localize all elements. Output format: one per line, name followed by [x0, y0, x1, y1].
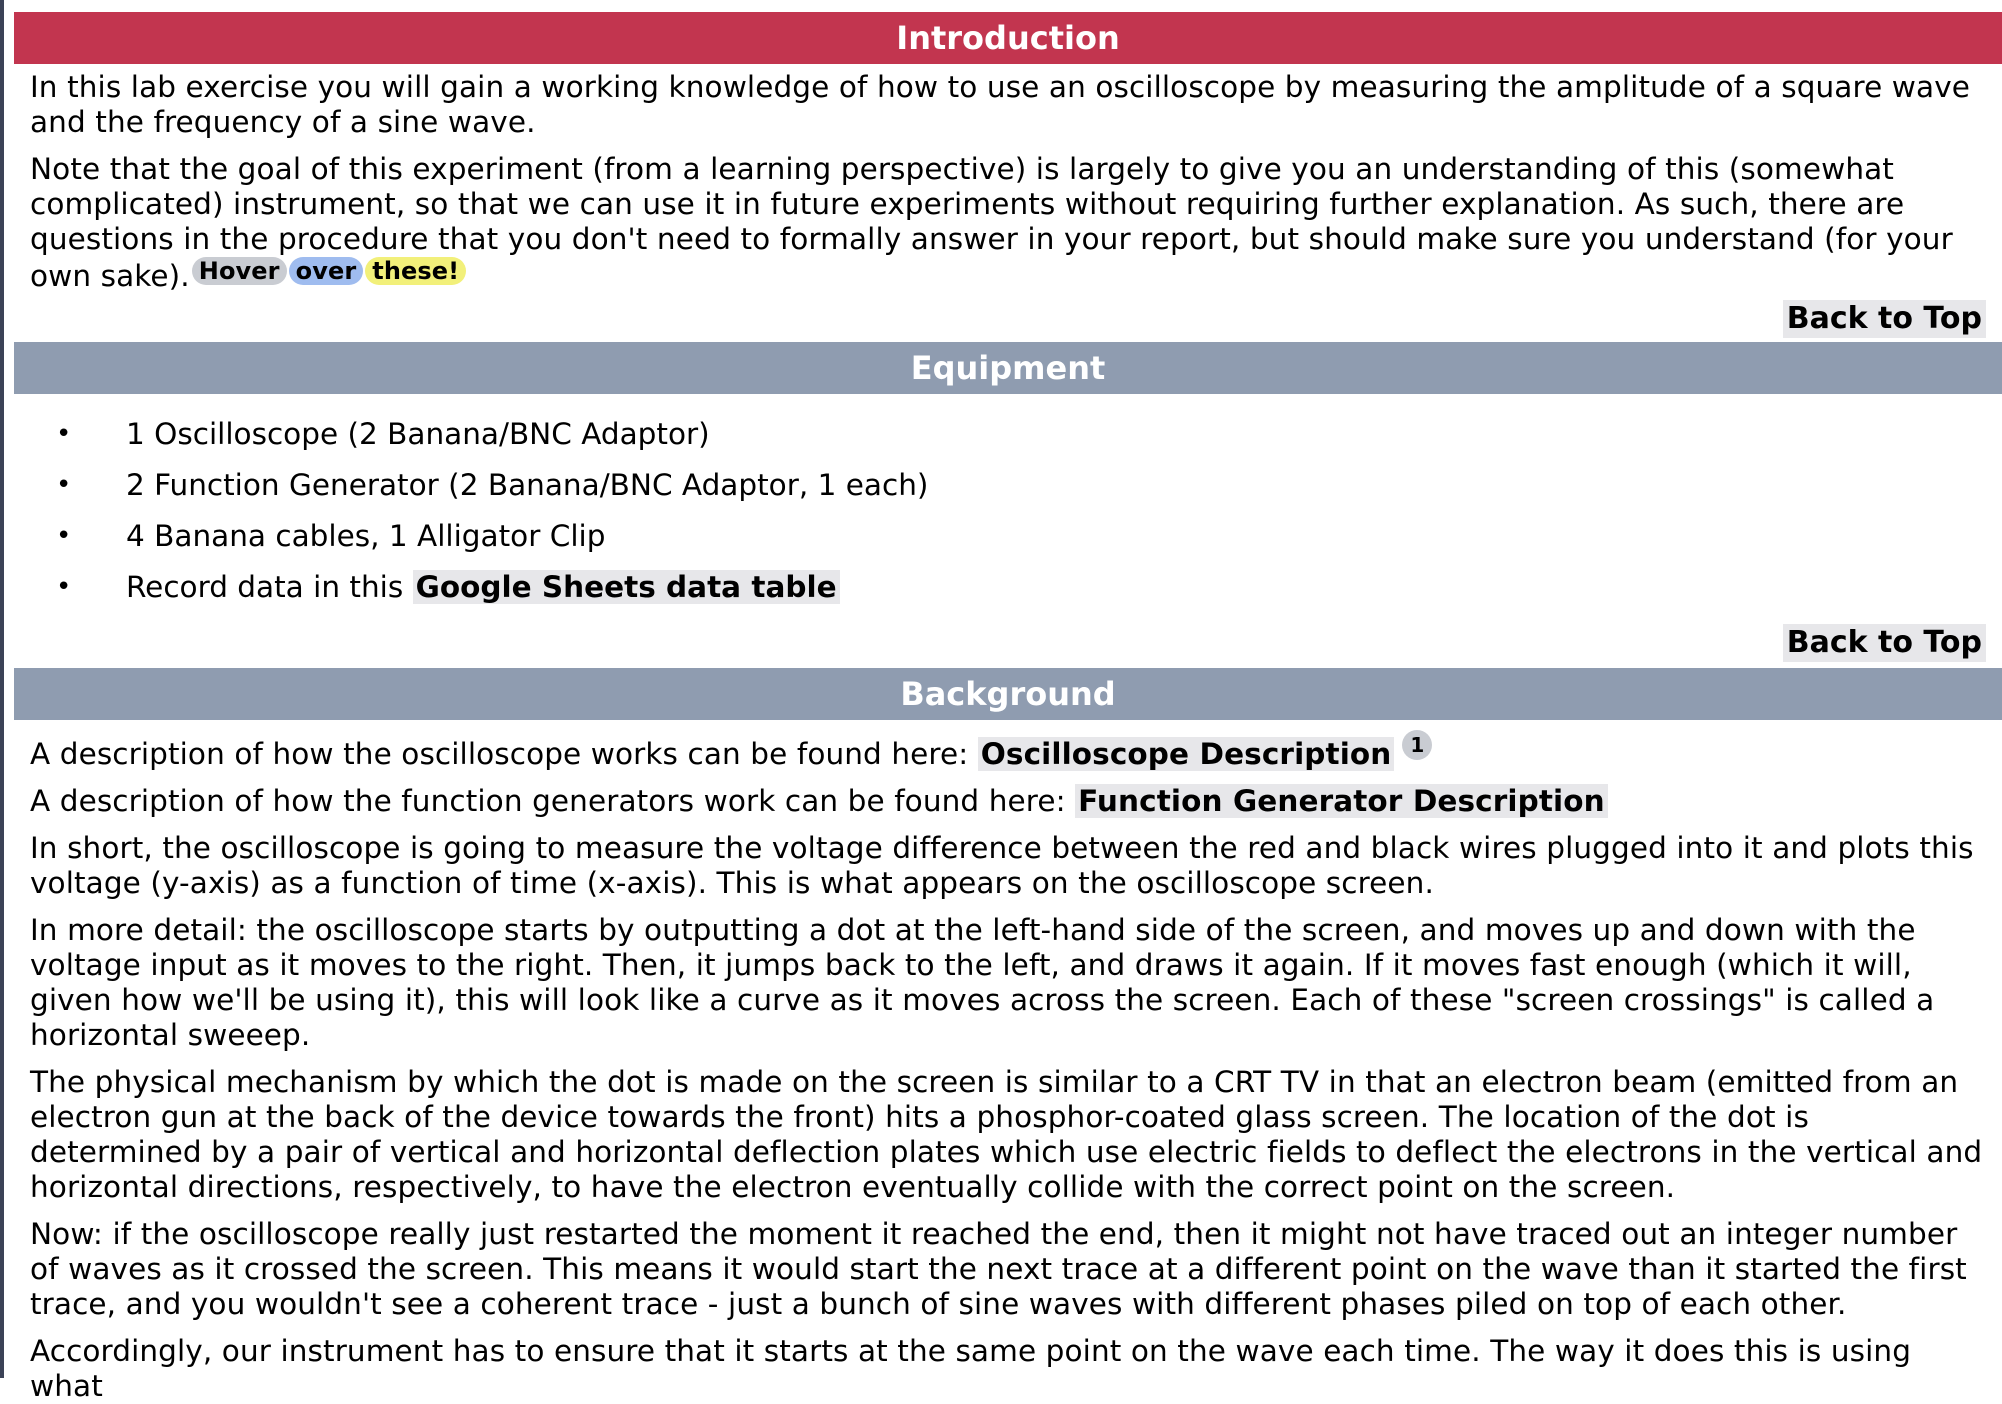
equipment-item-3: 4 Banana cables, 1 Alligator Clip [126, 519, 606, 553]
google-sheets-link[interactable]: Google Sheets data table [413, 570, 840, 604]
record-data-prefix: Record data in this [126, 570, 413, 604]
equipment-header: Equipment [14, 342, 2002, 394]
intro-paragraph-2 [30, 152, 1986, 294]
back-to-top-link[interactable]: Back to Top [1783, 300, 1986, 338]
background-paragraph-now: Now: if the oscilloscope really just restarted the moment it reached the end, then it might not have traced out an integer number of waves as it crossed the screen. This means it would start the next trace at a different point on the wave than it started the first trace, and you wouldn't see a coherent trace - just a bunch of sine waves with different phases piled on top of each other. [30, 1217, 1967, 1321]
background-header: Background [14, 668, 2002, 720]
list-item [30, 516, 1986, 567]
background-paragraph-short: In short, the oscilloscope is going to measure the voltage difference between the red and black wires plugged into it and plots this voltage (y-axis) as a function of time (x-axis). This is what appears on the oscilloscope screen. [30, 831, 1974, 900]
background-paragraph-detail: In more detail: the oscilloscope starts by outputting a dot at the left-hand side of the screen, and moves up and down with the voltage input as it moves to the right. Then, it jumps back to the left, and draws it again. If it moves fast enough (which it will, given how we'll be using it), this will look like a curve as it moves across the screen. Each of these "screen crossings" is called a horizontal sweeep. [30, 913, 1935, 1052]
bullet-icon: • [56, 419, 72, 449]
introduction-body [14, 70, 2002, 294]
background-body [14, 720, 2002, 1404]
background-paragraph-accordingly: Accordingly, our instrument has to ensure that it starts at the same point on the wave each time. The way it does this is using what [30, 1334, 1912, 1403]
background-paragraph-physical: The physical mechanism by which the dot is made on the screen is similar to a CRT TV in that an electron beam (emitted from an electron gun at the back of the device towards the front) hits a phosphor-coated glass screen. The location of the dot is determined by a pair of vertical and horizontal deflection plates which use electric fields to deflect the electrons in the vertical and horizontal directions, respectively, to have the electron eventually collide with the correct point on the screen. [30, 1065, 1983, 1204]
function-generator-description-link[interactable]: Function Generator Description [1075, 784, 1608, 818]
list-item [30, 567, 1986, 618]
fg-prefix: A description of how the function generators work can be found here: [30, 784, 1076, 818]
bullet-icon: • [56, 572, 72, 602]
bullet-icon: • [56, 521, 72, 551]
equipment-item-2: 2 Function Generator (2 Banana/BNC Adaptor, 1 each) [126, 468, 929, 502]
back-to-top-link[interactable]: Back to Top [1783, 624, 1986, 662]
hover-word-over[interactable]: over [289, 257, 364, 285]
list-item [30, 465, 1986, 516]
intro-paragraph-1: In this lab exercise you will gain a working knowledge of how to use an oscilloscope by measuring the amplitude of a square wave and the frequency of a sine wave. [30, 70, 1971, 139]
intro-paragraph-2-text: Note that the goal of this experiment (from a learning perspective) is largely to give you an understanding of this (somewhat complicated) instrument, so that we can use it in future experiments without requiring further explanation. As such, there are questions in the procedure that you don't need to formally answer in your report, but should make sure you understand (for your own sake). [30, 152, 1953, 293]
oscilloscope-description-line [30, 730, 1986, 772]
intro-back-to-top-row [14, 300, 2002, 342]
page-content [14, 12, 2002, 1404]
equipment-list [30, 414, 1986, 618]
bullet-icon: • [56, 470, 72, 500]
hover-word-hover[interactable]: Hover [192, 257, 287, 285]
left-border [0, 0, 4, 1378]
footnote-badge[interactable]: 1 [1402, 730, 1432, 760]
introduction-header: Introduction [14, 12, 2002, 64]
equipment-back-to-top-row [14, 624, 2002, 668]
function-generator-description-line [30, 784, 1986, 819]
list-item [30, 414, 1986, 465]
hover-word-these[interactable]: these! [365, 257, 466, 285]
osc-prefix: A description of how the oscilloscope works can be found here: [30, 737, 978, 771]
oscilloscope-description-link[interactable]: Oscilloscope Description [978, 737, 1395, 771]
equipment-item-1: 1 Oscilloscope (2 Banana/BNC Adaptor) [126, 417, 710, 451]
equipment-body [14, 394, 2002, 618]
